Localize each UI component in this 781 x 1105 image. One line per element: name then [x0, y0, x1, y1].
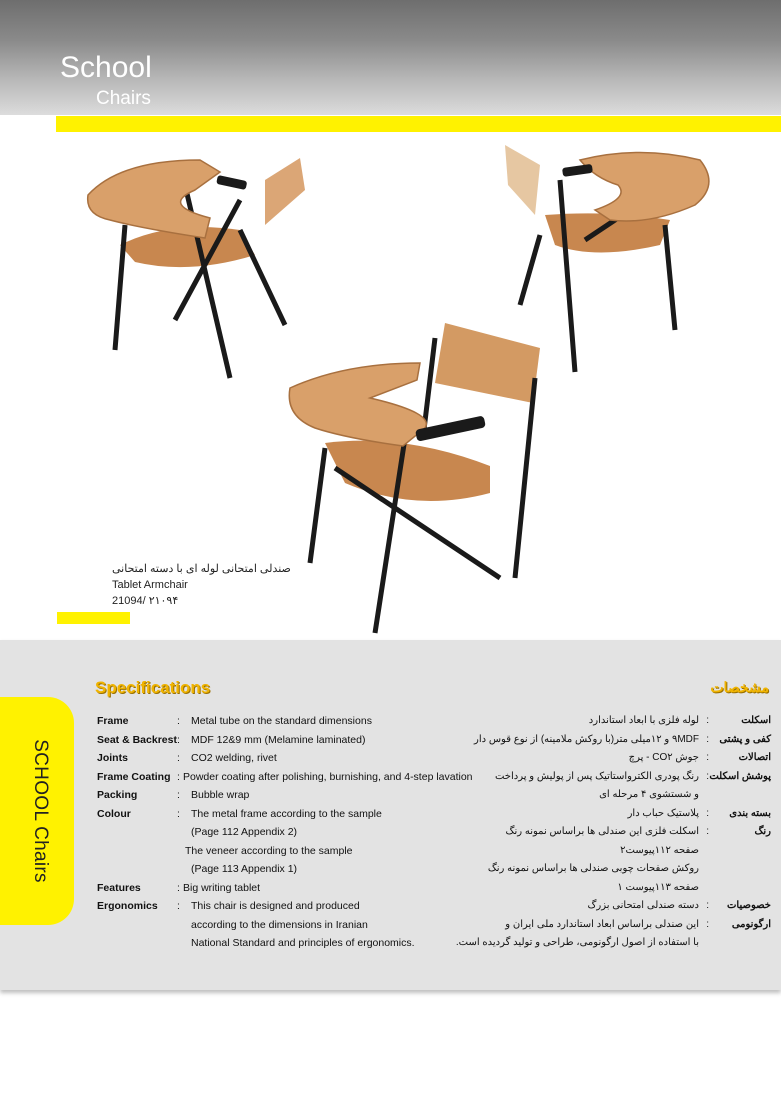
- spec-sep-fa: :: [706, 900, 709, 911]
- spec-sep: [177, 860, 191, 879]
- spec-label-fa: اتصالات: [738, 752, 771, 763]
- spec-sep: :: [177, 752, 180, 764]
- spec-sep: [177, 842, 185, 861]
- spec-value: (Page 113 Appendix 1): [191, 863, 298, 875]
- spec-row-fa: [441, 860, 771, 879]
- spec-label: [97, 823, 177, 842]
- spec-value: The metal frame according to the sample: [191, 807, 382, 820]
- spec-row-fa: [441, 805, 771, 824]
- spec-row-en: [97, 879, 467, 898]
- spec-label: [97, 842, 177, 861]
- spec-label: Colour: [97, 807, 131, 820]
- spec-row-en: [97, 934, 467, 953]
- spec-sep-fa: [699, 934, 709, 953]
- spec-label: Frame Coating: [97, 770, 171, 783]
- spec-sep: :: [177, 715, 180, 727]
- spec-sep-fa: :: [706, 826, 709, 837]
- caption-accent-bar: [57, 612, 130, 624]
- spec-value-fa: پلاستیک حباب دار: [627, 807, 699, 819]
- spec-label-fa: بسته بندی: [729, 807, 771, 819]
- spec-value-fa: روکش صفحات چوبی صندلی ها براساس نمونه رنگ: [487, 863, 699, 874]
- spec-sep-fa: :: [706, 715, 709, 726]
- spec-value: The veneer according to the sample: [185, 844, 353, 857]
- side-tab-label: SCHOOL Chairs: [30, 739, 51, 883]
- product-caption: [112, 561, 291, 609]
- spec-value: MDF 12&9 mm (Melamine laminated): [191, 733, 366, 746]
- spec-label-fa: [709, 786, 771, 805]
- spec-label-fa: [709, 879, 771, 898]
- spec-label: [97, 860, 177, 879]
- chair-image-left: [80, 150, 310, 395]
- spec-label-fa: اسکلت: [741, 715, 771, 726]
- spec-row-en: [97, 731, 467, 750]
- specifications-heading: Specifications: [95, 678, 211, 697]
- spec-sep-fa: [699, 860, 709, 879]
- product-name-fa: صندلی امتحانی لوله ای با دسته امتحانی: [112, 563, 291, 575]
- spec-label-fa: پوشش اسکلت: [709, 770, 771, 782]
- spec-sep-fa: :: [706, 752, 709, 763]
- spec-value: National Standard and principles of ergonomics.: [191, 937, 415, 949]
- spec-sep-fa: [699, 879, 709, 898]
- spec-sep: :: [177, 770, 180, 783]
- specs-en-list: [97, 712, 473, 953]
- product-name-en: Tablet Armchair: [112, 579, 188, 591]
- spec-row-en: [97, 712, 467, 731]
- spec-value: CO2 welding, rivet: [191, 752, 277, 764]
- spec-sep: :: [177, 881, 180, 894]
- header-accent-bar: [56, 116, 781, 132]
- spec-sep: :: [177, 733, 180, 746]
- spec-sep-fa: :: [706, 807, 709, 819]
- spec-row-fa: [441, 879, 771, 898]
- spec-row-en: [97, 897, 467, 916]
- spec-label: Ergonomics: [97, 900, 158, 912]
- spec-row-en: [97, 823, 467, 842]
- spec-value: This chair is designed and produced: [191, 900, 360, 912]
- spec-label: Frame: [97, 715, 129, 727]
- spec-value-fa: با استفاده از اصول ارگونومی، طراحی و تولید گردیده است.: [455, 937, 699, 948]
- spec-sep: [177, 823, 191, 842]
- spec-sep: :: [177, 789, 180, 801]
- spec-row-en: [97, 786, 467, 805]
- spec-sep-fa: :: [706, 918, 709, 930]
- spec-sep-fa: :: [706, 733, 709, 745]
- spec-row-fa: [441, 823, 771, 842]
- spec-value-fa: لوله فلزی با ابعاد استاندارد: [588, 715, 699, 726]
- spec-value-fa: و شستشوی ۴ مرحله ای: [599, 789, 699, 800]
- specifications-heading-fa: مشخصات: [710, 679, 769, 695]
- spec-row-fa: [441, 934, 771, 953]
- spec-label: Seat & Backrest: [97, 733, 177, 746]
- spec-label-fa: [709, 842, 771, 861]
- spec-row-en: [97, 916, 467, 935]
- spec-value: according to the dimensions in Iranian: [191, 918, 368, 931]
- spec-value-fa: اسکلت فلزی این صندلی ها براساس نمونه رنگ: [505, 826, 699, 837]
- spec-row-fa: [441, 916, 771, 935]
- brand-subtitle: Chairs: [96, 88, 151, 109]
- product-code: 21094/ ۲۱۰۹۴: [112, 595, 179, 607]
- spec-label-fa: خصوصیات: [727, 900, 771, 911]
- spec-row-fa: [441, 768, 771, 787]
- spec-row-fa: [441, 749, 771, 768]
- spec-sep: :: [177, 807, 180, 820]
- chair-image-center: [285, 318, 555, 638]
- spec-row-fa: [441, 842, 771, 861]
- spec-label: Joints: [97, 752, 128, 764]
- spec-value: (Page 112 Appendix 2): [191, 826, 298, 838]
- specs-fa-list: [441, 712, 771, 953]
- spec-value: Powder coating after polishing, burnishing, and 4-step lavation: [183, 770, 473, 783]
- spec-label: [97, 916, 177, 935]
- spec-label: [97, 934, 177, 953]
- spec-row-en: [97, 768, 473, 787]
- spec-sep: [177, 934, 191, 953]
- spec-label: Features: [97, 881, 141, 894]
- spec-label-fa: [709, 934, 771, 953]
- spec-value: Big writing tablet: [183, 881, 261, 894]
- spec-label-fa: ارگونومی: [731, 918, 771, 930]
- spec-label: Packing: [97, 789, 138, 801]
- spec-label-fa: [709, 860, 771, 879]
- spec-value-fa: صفحه ۱۱۲پیوست۲: [620, 844, 699, 856]
- spec-row-en: [97, 860, 467, 879]
- spec-value-fa: صفحه ۱۱۳پیوست ۱: [617, 881, 699, 893]
- spec-row-en: [97, 805, 467, 824]
- spec-row-fa: [441, 786, 771, 805]
- spec-row-fa: [441, 731, 771, 750]
- spec-value-fa: دسته صندلی امتحانی بزرگ: [587, 900, 699, 911]
- brand-title: School: [60, 51, 152, 84]
- spec-value-fa: جوش CO۲ - پرچ: [628, 752, 699, 763]
- spec-row-fa: [441, 897, 771, 916]
- spec-sep: :: [177, 900, 180, 912]
- spec-value-fa: این صندلی براساس ابعاد استاندارد ملی ایران و: [505, 918, 699, 930]
- spec-sep-fa: [699, 842, 709, 861]
- spec-value-fa: رنگ پودری الکترواستاتیک پس از پولیش و پرداخت: [494, 770, 699, 782]
- spec-value: Bubble wrap: [191, 789, 250, 801]
- spec-label-fa: رنگ: [754, 826, 771, 837]
- spec-row-en: [97, 749, 467, 768]
- spec-row-fa: [441, 712, 771, 731]
- spec-value-fa: ۹MDF و ۱۲میلی متر(با روکش ملامینه) از نوع قوس دار: [473, 733, 699, 745]
- spec-row-en: [97, 842, 467, 861]
- spec-label-fa: کفی و پشتی: [719, 733, 771, 745]
- spec-sep-fa: [699, 786, 709, 805]
- spec-sep-fa: :: [706, 770, 709, 782]
- spec-sep: [177, 916, 191, 935]
- spec-value: Metal tube on the standard dimensions: [191, 715, 372, 727]
